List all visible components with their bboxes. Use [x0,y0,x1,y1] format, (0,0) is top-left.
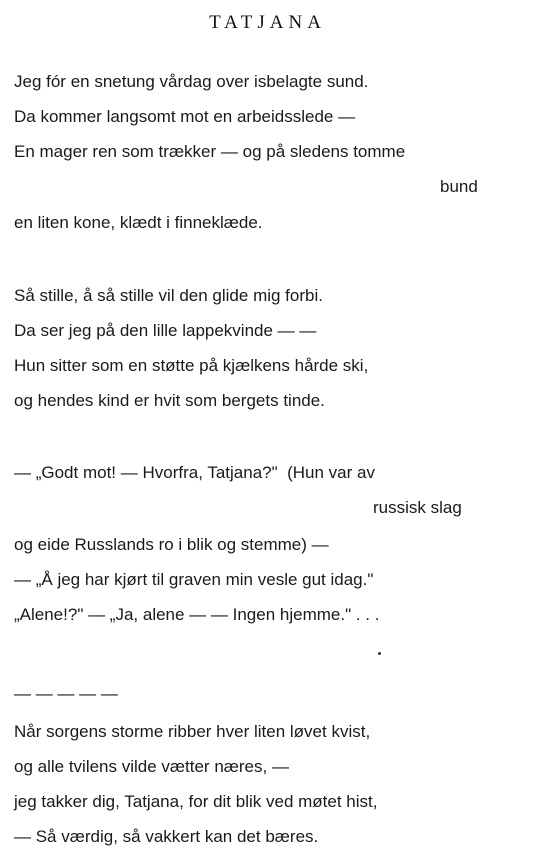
poem-line: En mager ren som trækker — og på sledens tomme [14,142,406,161]
poem-line: „Alene!?" — „Ja, alene — — Ingen hjemme." . . . [14,605,380,624]
poem-line: og eide Russlands ro i blik og stemme) — [14,535,329,554]
poem-line: — „Godt mot! — Hvorfra, Tatjana?" (Hun var av [14,463,375,482]
poem-line: en liten kone, klædt i finneklæde. [14,213,263,232]
poem-line: Hun sitter som en støtte på kjælkens hårde ski, [14,356,369,375]
poem-line: og alle tvilens vilde vætter næres, — [14,757,289,776]
poem-line: jeg takker dig, Tatjana, for dit blik ved møtet hist, [14,792,378,811]
poem-line: og hendes kind er hvit som bergets tinde. [14,391,325,410]
poem-line: Da kommer langsomt mot en arbeidsslede — [14,107,356,126]
poem-line: — Så værdig, så vakkert kan det bæres. [14,827,319,846]
ink-speck [378,652,381,655]
poem-line: — „Å jeg har kjørt til graven min vesle gut idag." [14,570,374,589]
poem-title: TATJANA [209,12,326,33]
poem-line: Så stille, å så stille vil den glide mig forbi. [14,286,323,305]
poem-line: Når sorgens storme ribber hver liten løvet kvist, [14,722,371,741]
poem-line: Da ser jeg på den lille lappekvinde — — [14,321,317,340]
section-divider: — — — — — [14,684,118,703]
poem-line-continuation: bund [440,177,478,196]
poem-line-continuation: russisk slag [373,498,462,517]
poem-line: Jeg fór en snetung vårdag over isbelagte sund. [14,72,369,91]
